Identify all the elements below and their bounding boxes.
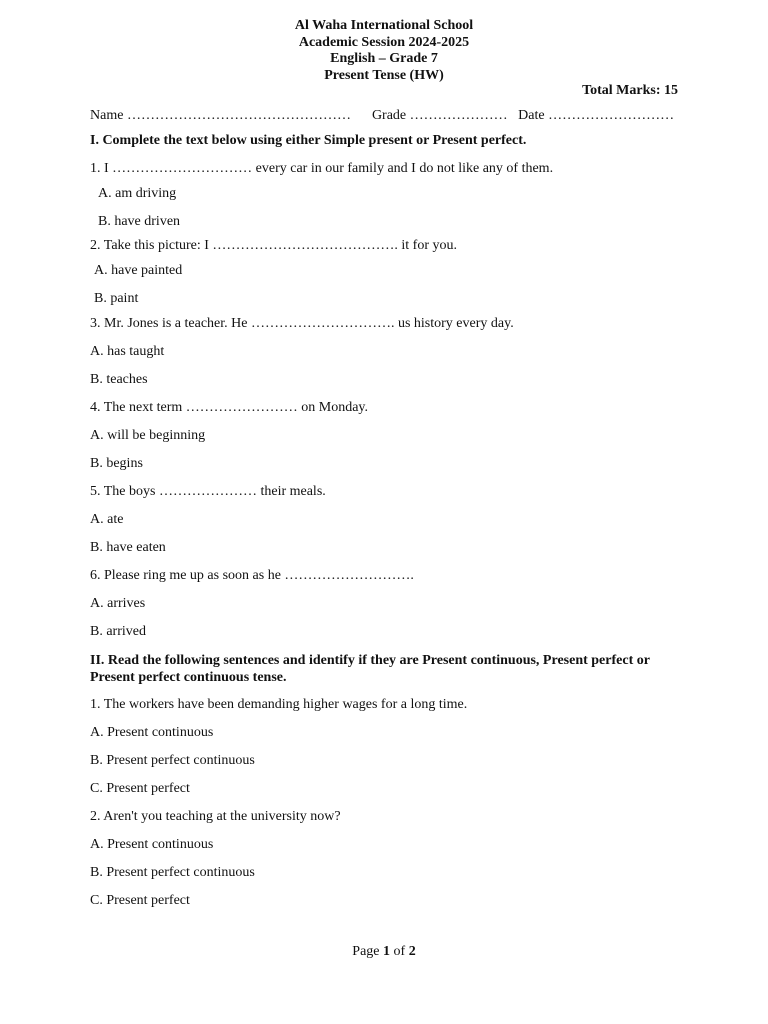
s2-q2-option-c: C. Present perfect (90, 893, 190, 908)
of-word: of (390, 944, 409, 959)
s1-question-5: 5. The boys ………………… their meals. (90, 484, 326, 499)
name-blank: ………………………………………… (126, 108, 351, 123)
s2-q2-option-a: A. Present continuous (90, 837, 214, 852)
date-label: Date (518, 108, 549, 123)
page-total: 2 (408, 944, 416, 959)
s1-q1-option-b: B. have driven (98, 214, 181, 229)
grade-blank: ………………… (409, 108, 508, 123)
page-footer (0, 944, 768, 960)
worksheet-topic: Present Tense (HW) (324, 67, 444, 83)
s1-question-6: 6. Please ring me up as soon as he ………………………. (90, 568, 414, 583)
subject-grade: English – Grade 7 (330, 51, 438, 66)
s1-q4-option-a: A. will be beginning (90, 428, 206, 443)
s2-q1-option-b: B. Present perfect continuous (90, 753, 255, 768)
section1-heading: I. Complete the text below using either Simple present or Present perfect. (90, 133, 527, 148)
s2-question-1: 1. The workers have been demanding higher wages for a long time. (90, 697, 468, 712)
s2-q2-option-b: B. Present perfect continuous (90, 865, 255, 880)
name-label: Name (90, 108, 127, 123)
s1-q5-option-b: B. have eaten (90, 540, 166, 555)
s2-q1-option-a: A. Present continuous (90, 725, 214, 740)
s1-q5-option-a: A. ate (90, 512, 124, 527)
s2-question-2: 2. Aren't you teaching at the university now? (90, 809, 341, 824)
s1-q3-option-b: B. teaches (90, 372, 148, 387)
s1-q6-option-a: A. arrives (90, 596, 146, 611)
grade-label: Grade (371, 108, 410, 123)
total-marks: Total Marks: 15 (582, 83, 678, 98)
school-name: Al Waha International School (294, 18, 474, 33)
document-header (0, 18, 768, 84)
academic-session: Academic Session 2024-2025 (298, 34, 470, 50)
s1-q2-option-a: A. have painted (94, 263, 183, 278)
s2-q1-option-c: C. Present perfect (90, 781, 190, 796)
s1-q4-option-b: B. begins (90, 456, 143, 471)
date-blank: ……………………… (548, 108, 675, 123)
s1-question-3: 3. Mr. Jones is a teacher. He …………………………. us history every day. (90, 316, 514, 331)
s1-q2-option-b: B. paint (94, 291, 139, 306)
s1-question-4: 4. The next term …………………… on Monday. (90, 400, 369, 415)
s1-q6-option-b: B. arrived (90, 624, 146, 639)
s1-question-1: 1. I ………………………… every car in our family and I do not like any of them. (90, 161, 554, 176)
section2-heading: II. Read the following sentences and identify if they are Present continuous, Present perfect or Present perfect continuous tense. (90, 653, 650, 685)
student-info-line (90, 108, 674, 124)
s1-q3-option-a: A. has taught (90, 344, 165, 359)
page-word: Page (352, 944, 384, 959)
s1-q1-option-a: A. am driving (98, 186, 177, 201)
s1-question-2: 2. Take this picture: I …………………………………. it for you. (90, 238, 458, 253)
page-number: 1 (383, 944, 391, 959)
